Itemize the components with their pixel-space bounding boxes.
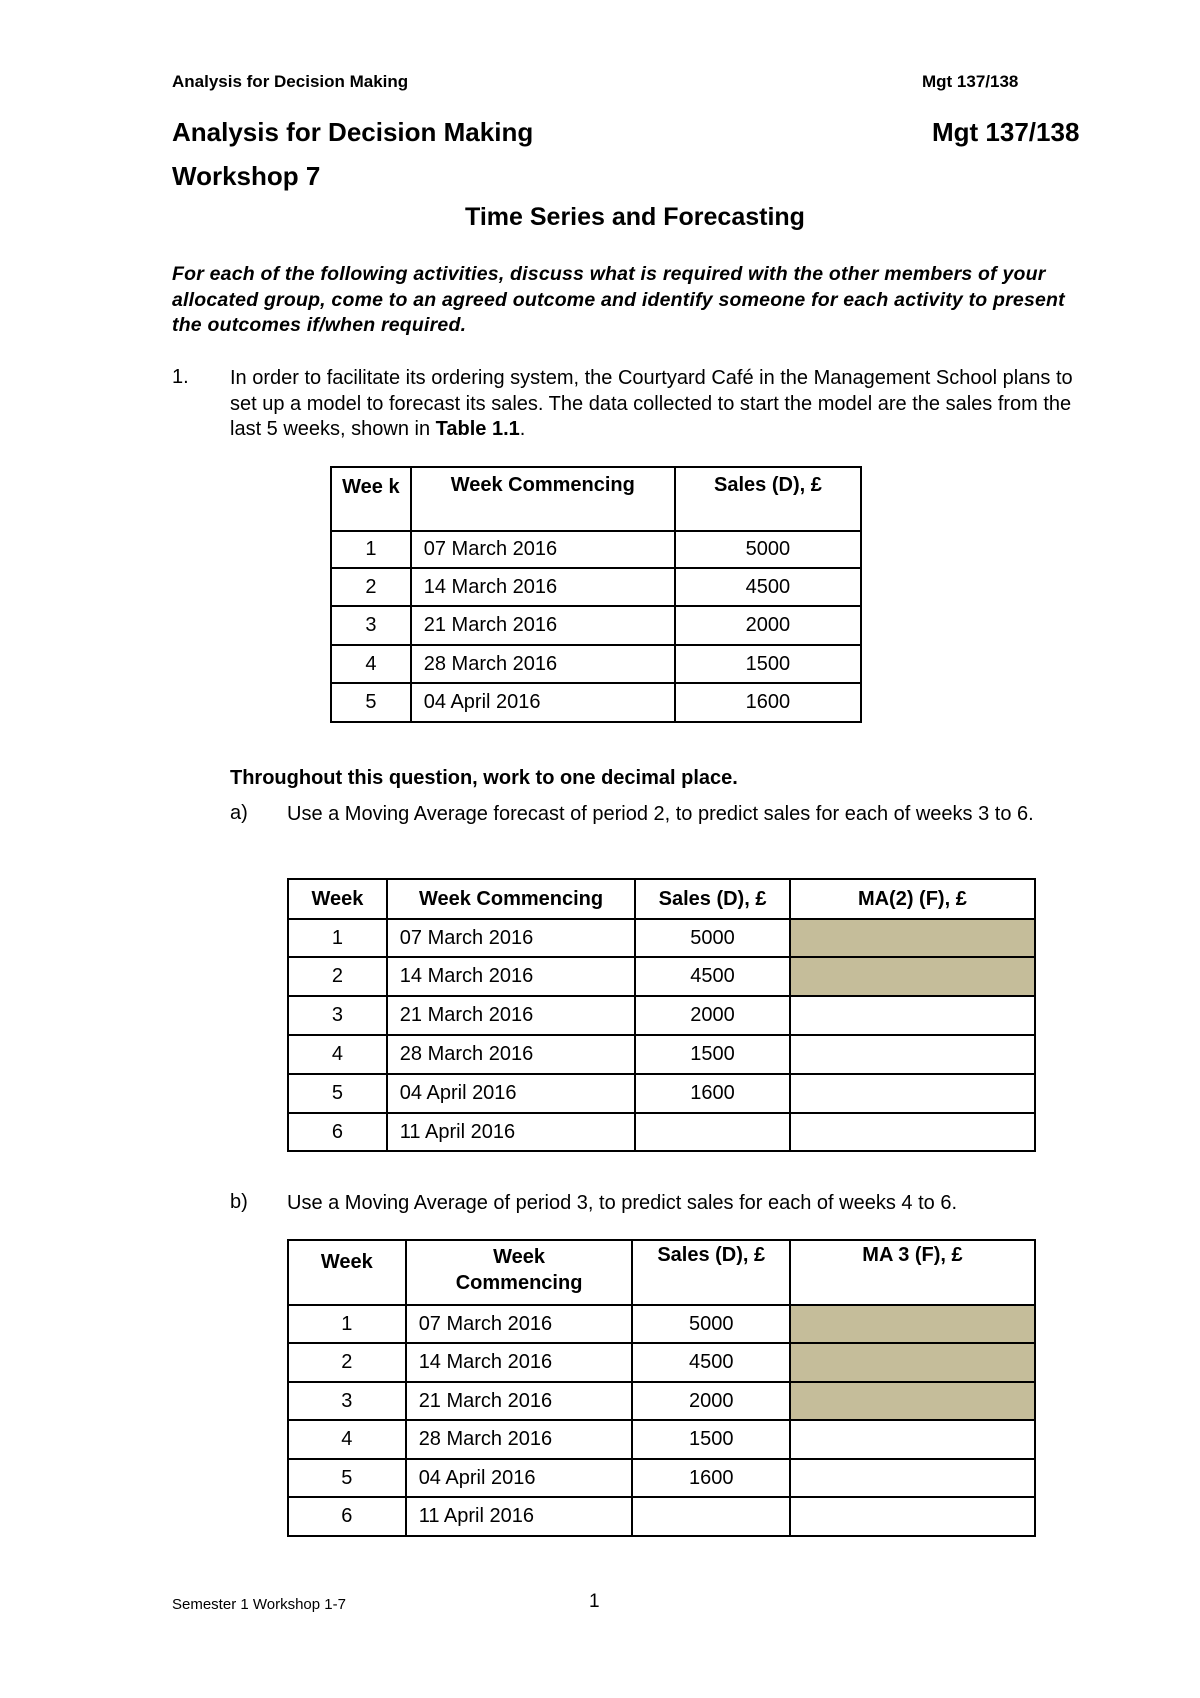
forecast-cell-shaded <box>790 919 1035 957</box>
sales-cell <box>632 1497 790 1536</box>
table-row <box>288 1382 1035 1420</box>
table-header-row <box>288 879 1035 919</box>
sales-cell: 2000 <box>675 606 861 645</box>
header-week-commencing: Week Commencing <box>387 879 635 919</box>
table-header-row <box>331 467 861 531</box>
table-reference: Table 1.1 <box>435 418 520 440</box>
header-week: Wee k <box>331 467 411 531</box>
running-header-right: Mgt 137/138 <box>922 72 1019 91</box>
table-row <box>331 683 861 722</box>
date-cell: 14 March 2016 <box>406 1343 633 1382</box>
forecast-cell-shaded <box>790 1305 1035 1343</box>
header-sales: Sales (D), £ <box>635 879 790 919</box>
week-cell: 6 <box>288 1497 406 1536</box>
week-cell: 4 <box>288 1420 406 1459</box>
date-cell: 04 April 2016 <box>387 1074 635 1113</box>
date-cell: 21 March 2016 <box>406 1382 633 1420</box>
part-a-label: a) <box>230 802 248 824</box>
week-cell: 4 <box>331 645 411 683</box>
table-row <box>288 1035 1035 1074</box>
table-row <box>288 1305 1035 1343</box>
sales-cell: 1600 <box>675 683 861 722</box>
date-cell: 11 April 2016 <box>387 1113 635 1151</box>
header-week: Week <box>288 1240 406 1305</box>
sales-table <box>330 466 862 723</box>
forecast-cell <box>790 1497 1035 1536</box>
part-b-text: Use a Moving Average of period 3, to predict sales for each of weeks 4 to 6. <box>287 1192 958 1214</box>
footer-label: Semester 1 Workshop 1-7 <box>172 1596 346 1613</box>
date-cell: 14 March 2016 <box>411 568 675 606</box>
question-text-body: In order to facilitate its ordering system, the Courtyard Café in the Management School plans to set up a model to forecast its sales. The data collected to start the model are the sales from the last 5 weeks, shown in <box>230 367 1073 440</box>
table-row <box>331 531 861 568</box>
sales-cell: 1500 <box>675 645 861 683</box>
decimal-instruction: Throughout this question, work to one decimal place. <box>230 767 738 789</box>
course-code: Mgt 137/138 <box>932 117 1080 147</box>
page-number: 1 <box>589 1591 600 1612</box>
date-cell: 07 March 2016 <box>387 919 635 957</box>
week-cell: 5 <box>288 1074 387 1113</box>
sales-cell: 2000 <box>632 1382 790 1420</box>
forecast-cell <box>790 996 1035 1035</box>
sales-cell: 5000 <box>632 1305 790 1343</box>
ma3-table <box>287 1239 1036 1537</box>
topic-title: Time Series and Forecasting <box>465 203 805 231</box>
ma2-table <box>287 878 1036 1152</box>
week-cell: 5 <box>288 1459 406 1497</box>
forecast-cell-shaded <box>790 1382 1035 1420</box>
header-week-commencing: Week Commencing <box>406 1240 633 1305</box>
question-text-end: . <box>519 418 526 440</box>
sales-cell: 5000 <box>675 531 861 568</box>
sales-cell: 1500 <box>635 1035 790 1074</box>
header-ma2-forecast: MA(2) (F), £ <box>790 879 1035 919</box>
date-cell: 04 April 2016 <box>411 683 675 722</box>
part-b-label: b) <box>230 1191 248 1213</box>
week-cell: 3 <box>331 606 411 645</box>
table-row <box>288 996 1035 1035</box>
sales-cell: 2000 <box>635 996 790 1035</box>
forecast-cell-shaded <box>790 957 1035 996</box>
sales-cell: 4500 <box>675 568 861 606</box>
date-cell: 11 April 2016 <box>406 1497 633 1536</box>
table-row <box>331 645 861 683</box>
week-cell: 5 <box>331 683 411 722</box>
table-row <box>288 1343 1035 1382</box>
date-cell: 21 March 2016 <box>411 606 675 645</box>
week-cell: 6 <box>288 1113 387 1151</box>
table-header-row <box>288 1240 1035 1305</box>
header-sales: Sales (D), £ <box>675 467 861 531</box>
page-title: Analysis for Decision Making <box>172 117 534 147</box>
header-week: Week <box>288 879 387 919</box>
date-cell: 07 March 2016 <box>406 1305 633 1343</box>
week-cell: 2 <box>331 568 411 606</box>
date-cell: 14 March 2016 <box>387 957 635 996</box>
header-ma3-forecast: MA 3 (F), £ <box>790 1240 1035 1305</box>
header-week-commencing: Week Commencing <box>411 467 675 531</box>
question-number: 1. <box>172 366 189 388</box>
date-cell: 04 April 2016 <box>406 1459 633 1497</box>
week-cell: 4 <box>288 1035 387 1074</box>
sales-cell: 1600 <box>635 1074 790 1113</box>
running-header-left: Analysis for Decision Making <box>172 72 409 91</box>
table-row <box>331 606 861 645</box>
table-row <box>331 568 861 606</box>
week-cell: 2 <box>288 957 387 996</box>
table-row <box>288 1497 1035 1536</box>
week-cell: 1 <box>288 1305 406 1343</box>
intro-instructions: For each of the following activities, discuss what is required with the other members of your allocated group, come to an agreed outcome and identify someone for each activity to present the outcomes if/when required. <box>172 263 1065 336</box>
sales-cell: 5000 <box>635 919 790 957</box>
table-row <box>288 957 1035 996</box>
week-cell: 3 <box>288 996 387 1035</box>
header-sales: Sales (D), £ <box>632 1240 790 1305</box>
date-cell: 28 March 2016 <box>387 1035 635 1074</box>
date-cell: 28 March 2016 <box>411 645 675 683</box>
week-cell: 2 <box>288 1343 406 1382</box>
forecast-cell-shaded <box>790 1343 1035 1382</box>
week-cell: 3 <box>288 1382 406 1420</box>
date-cell: 07 March 2016 <box>411 531 675 568</box>
forecast-cell <box>790 1459 1035 1497</box>
forecast-cell <box>790 1113 1035 1151</box>
part-a-text: Use a Moving Average forecast of period 2, to predict sales for each of weeks 3 to 6. <box>287 803 1034 825</box>
sales-cell: 1600 <box>632 1459 790 1497</box>
question-text <box>230 366 1100 443</box>
date-cell: 28 March 2016 <box>406 1420 633 1459</box>
sales-cell: 1500 <box>632 1420 790 1459</box>
week-cell: 1 <box>331 531 411 568</box>
date-cell: 21 March 2016 <box>387 996 635 1035</box>
forecast-cell <box>790 1035 1035 1074</box>
table-row <box>288 1459 1035 1497</box>
week-cell: 1 <box>288 919 387 957</box>
table-row <box>288 1420 1035 1459</box>
table-row <box>288 1074 1035 1113</box>
sales-cell: 4500 <box>632 1343 790 1382</box>
forecast-cell <box>790 1074 1035 1113</box>
sales-cell: 4500 <box>635 957 790 996</box>
table-row <box>288 919 1035 957</box>
workshop-label: Workshop 7 <box>172 161 321 191</box>
forecast-cell <box>790 1420 1035 1459</box>
sales-cell <box>635 1113 790 1151</box>
table-row <box>288 1113 1035 1151</box>
